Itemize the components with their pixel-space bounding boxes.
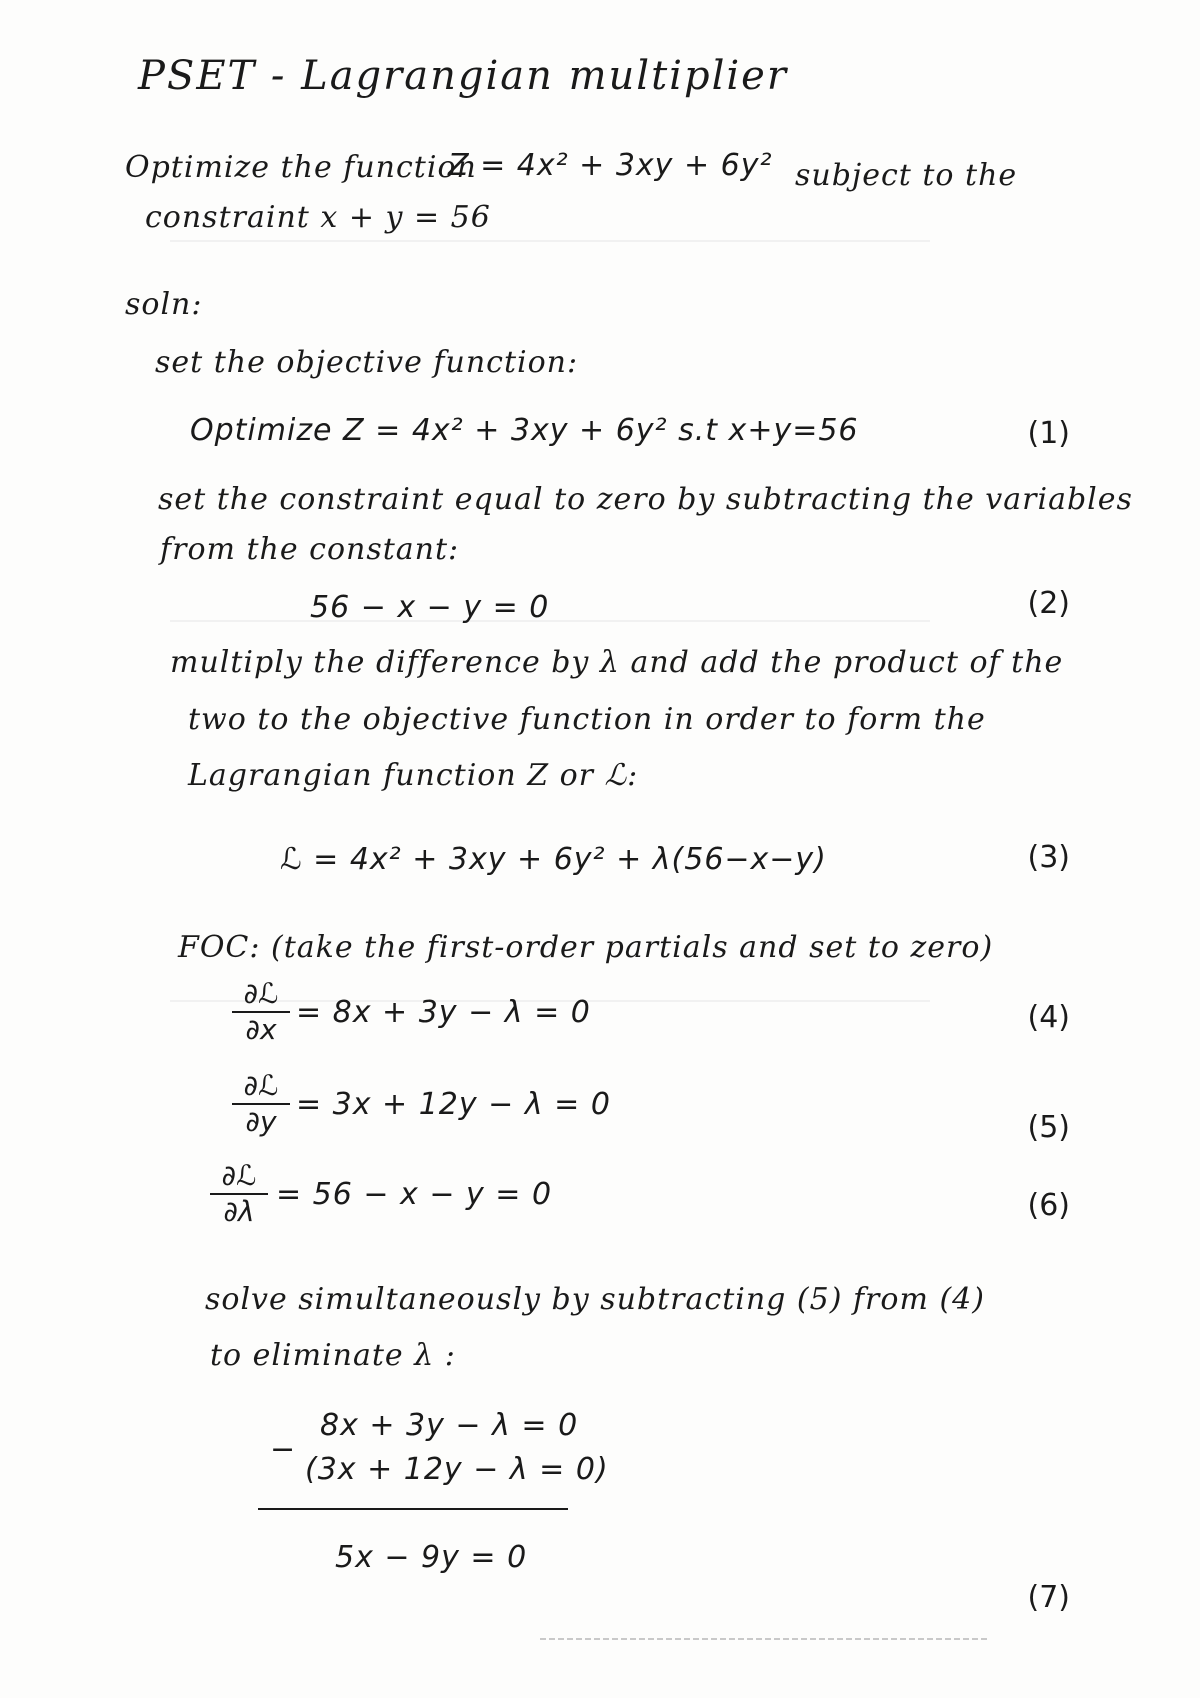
equation-4-rhs: = 8x + 3y − λ = 0 [296,995,591,1030]
step-multiply-line-3: Lagrangian function Z or ℒ: [188,758,639,793]
equation-6-rhs: = 56 − x − y = 0 [276,1177,553,1212]
fraction-denominator: ∂y [245,1105,277,1138]
step-constraint-line-1: set the constraint equal to zero by subtracting the variables [158,482,1133,517]
bleed-line [170,620,930,622]
equation-number-4: (4) [1027,1000,1070,1035]
problem-subject: subject to the [795,158,1018,193]
equation-number-2: (2) [1027,586,1070,621]
fraction-numerator: ∂ℒ [243,977,279,1010]
equation-number-1: (1) [1027,416,1070,451]
step-constraint-line-2: from the constant: [160,532,460,567]
equation-number-5: (5) [1027,1110,1070,1145]
solution-label: soln: [125,287,203,322]
subtraction-line-2: (3x + 12y − λ = 0) [305,1452,609,1487]
fraction-denominator: ∂x [245,1013,277,1046]
result-equation: 5x − 9y = 0 [335,1540,528,1575]
bleed-line [170,240,930,242]
step-multiply-line-1: multiply the difference by λ and add the product of the [170,645,1064,680]
equation-number-6: (6) [1027,1188,1070,1223]
subtraction-line-1: 8x + 3y − λ = 0 [320,1408,579,1443]
fraction-numerator: ∂ℒ [243,1069,279,1102]
subtraction-rule [258,1508,568,1510]
equation-2: 56 − x − y = 0 [310,590,550,625]
equation-1: Optimize Z = 4x² + 3xy + 6y² s.t x+y=56 [190,413,859,448]
fraction-numerator: ∂ℒ [221,1159,257,1192]
step-objective: set the objective function: [155,345,579,380]
partial-derivative-x [232,978,290,1046]
partial-derivative-lambda [210,1160,268,1228]
step-solve-line-2: to eliminate λ : [210,1338,456,1373]
subtraction-minus-sign: − [270,1432,297,1467]
equation-5-rhs: = 3x + 12y − λ = 0 [296,1087,611,1122]
partial-derivative-y [232,1070,290,1138]
fraction-denominator: ∂λ [223,1195,255,1228]
problem-constraint: constraint x + y = 56 [145,200,491,235]
problem-intro: Optimize the function [125,150,477,185]
scan-artifact-line [540,1638,990,1640]
equation-number-7: (7) [1027,1580,1070,1615]
objective-equation: Z = 4x² + 3xy + 6y² [448,148,773,183]
page-title: PSET - Lagrangian multiplier [138,53,788,99]
equation-number-3: (3) [1027,840,1070,875]
step-solve-line-1: solve simultaneously by subtracting (5) from (4) [205,1282,985,1317]
step-multiply-line-2: two to the objective function in order to form the [188,702,986,737]
equation-3: ℒ = 4x² + 3xy + 6y² + λ(56−x−y) [280,842,827,877]
foc-heading: FOC: (take the first-order partials and set to zero) [178,930,994,965]
